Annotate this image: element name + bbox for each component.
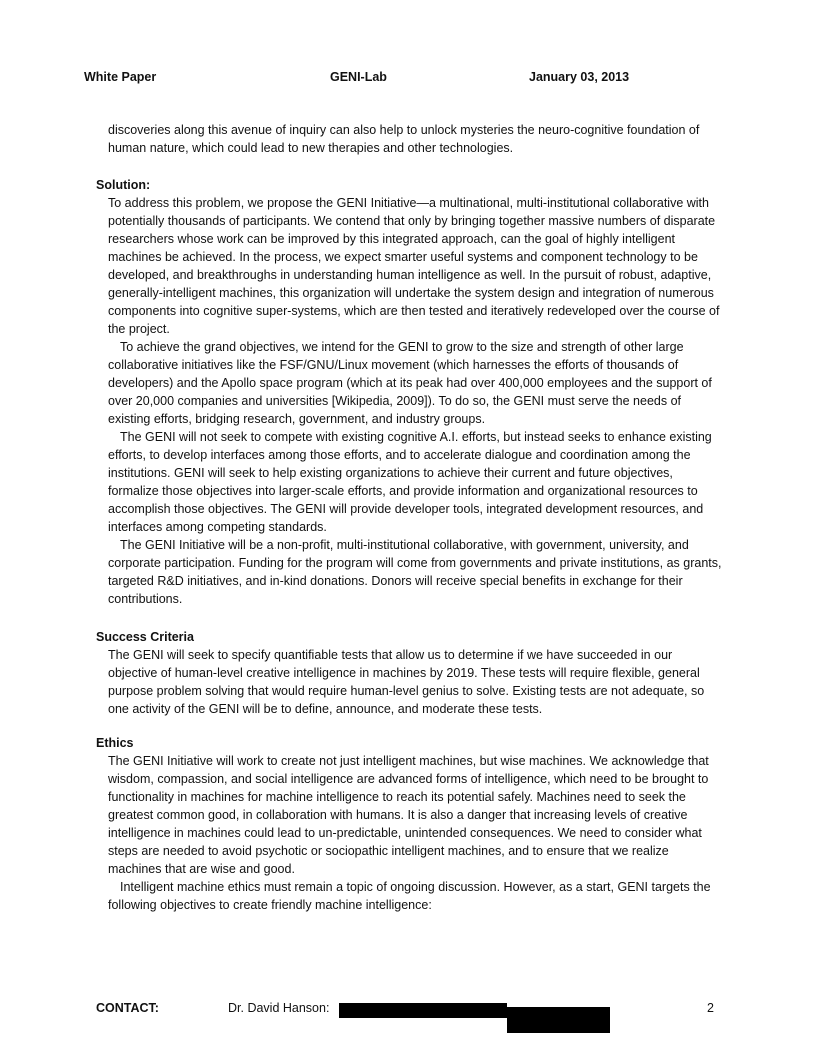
header-date: January 03, 2013 bbox=[529, 70, 630, 84]
solution-paragraph-3: The GENI will not seek to compete with existing cognitive A.I. efforts, but instead seeks to enhance existing efforts, to develop interfaces among those efforts, and to accelerate dialogue and coordination among the institutions. GENI will seek to help existing organizations to achieve their current and future objectives, formalize those objectives into larger-scale efforts, and provide information and organizational resources to accomplish those objectives. The GENI will provide developer tools, integrated development resources, and interfaces among competing standards. bbox=[108, 430, 712, 534]
ethics-heading: Ethics bbox=[96, 736, 134, 750]
footer-contact-name: Dr. David Hanson: bbox=[228, 1001, 330, 1015]
solution-paragraph-4: The GENI Initiative will be a non-profit, multi-institutional collaborative, with government, university, and corporate participation. Funding for the program will come from governments and private institutions, as grants, targeted R&D initiatives, and in-kind donations. Donors will receive special benefits in exchange for their contributions. bbox=[108, 538, 722, 606]
solution-paragraph-2: To achieve the grand objectives, we intend for the GENI to grow to the size and strength of other large collaborative initiatives like the FSF/GNU/Linux movement (which harnesses the efforts of thousands of developers) and the Apollo space program (which at its peak had over 400,000 employees and the support of over 20,000 companies and universities [Wikipedia, 2009]). To do so, the GENI must serve the needs of existing efforts, bridging research, government, and industry groups. bbox=[108, 340, 712, 426]
solution-heading: Solution: bbox=[96, 178, 151, 192]
ethics-paragraph-1: The GENI Initiative will work to create not just intelligent machines, but wise machines. We acknowledge that wisdom, compassion, and social intelligence are advanced forms of intelligence, which need to be brought to functionality in machines for machine intelligence to reach its potential safely. Machines need to seek the greatest common good, in collaboration with humans. It is also a danger that increasing levels of creative intelligence in machines could lead to un-predictable, unintended consequences. We need to consider what steps are needed to avoid psychotic or sociopathic intelligent machines, and to ensure that we realize machines that are wise and good. bbox=[108, 754, 709, 876]
document-body bbox=[96, 121, 722, 914]
page-number: 2 bbox=[707, 1001, 714, 1015]
intro-paragraph: discoveries along this avenue of inquiry can also help to unlock mysteries the neuro-cognitive foundation of human nature, which could lead to new therapies and other technologies. bbox=[108, 123, 700, 155]
footer-contact-label: CONTACT: bbox=[96, 1001, 159, 1015]
header-doc-type: White Paper bbox=[84, 70, 157, 84]
solution-paragraph-1: To address this problem, we propose the GENI Initiative—a multinational, multi-institutional collaborative with potentially thousands of participants. We contend that only by bringing together massive numbers of disparate researchers whose work can be improved by this integrated approach, can the goal of highly intelligent machines be achieved. In the process, we expect smarter useful systems and component technology to be developed, and breakthroughs in understanding human intelligence as well. In the pursuit of robust, adaptive, generally-intelligent machines, this organization will undertake the system design and integration of numerous components into cognitive super-systems, which are then tested and iteratively redeveloped over the course of the project. bbox=[108, 196, 720, 336]
ethics-paragraph-2: Intelligent machine ethics must remain a topic of ongoing discussion. However, as a start, GENI targets the following objectives to create friendly machine intelligence: bbox=[108, 880, 711, 912]
redaction-bar bbox=[339, 1003, 507, 1018]
header-org: GENI-Lab bbox=[330, 70, 387, 84]
success-heading: Success Criteria bbox=[96, 630, 194, 644]
success-paragraph: The GENI will seek to specify quantifiable tests that allow us to determine if we have succeeded in our objective of human-level creative intelligence in machines by 2019. These tests will require flexible, general purpose problem solving that would require human-level genius to solve. Existing tests are not adequate, so one activity of the GENI will be to define, announce, and moderate these tests. bbox=[108, 648, 705, 716]
redaction-bar bbox=[507, 1007, 610, 1033]
